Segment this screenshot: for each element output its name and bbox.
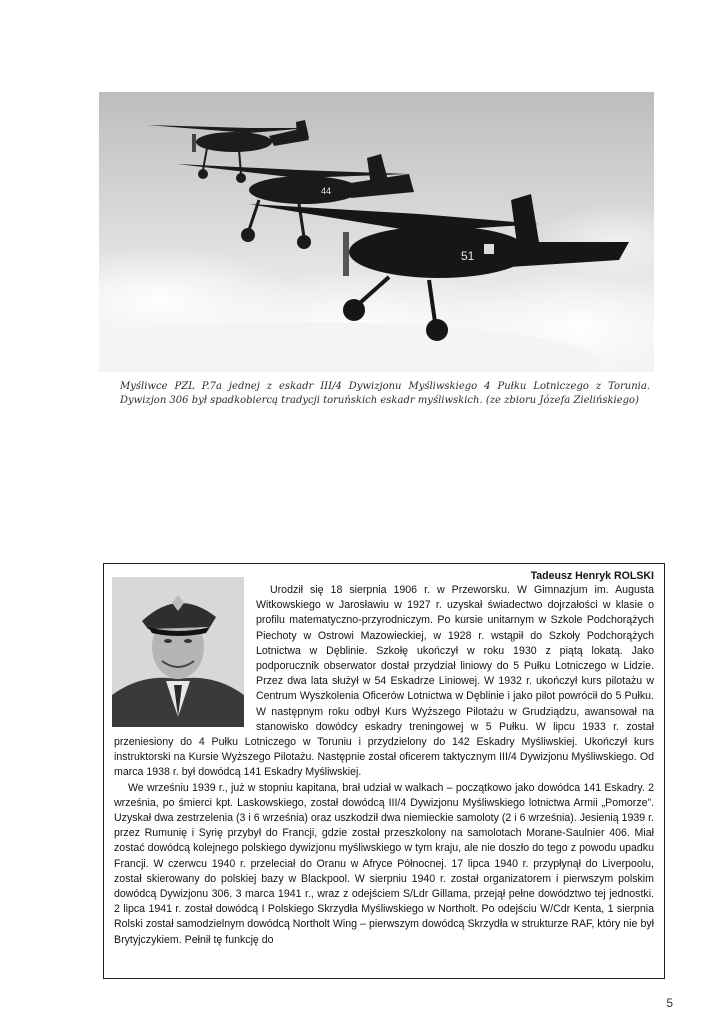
aircraft-photo-illustration (99, 92, 654, 372)
aircraft-code-middle: 44 (321, 186, 332, 196)
aircraft-code-front: 51 (461, 249, 475, 263)
photo-caption: Myśliwce PZL P.7a jednej z eskadr III/4 Dywizjonu Myśliwskiego 4 Pułku Lotniczego z Torunia. Dywizjon 306 był spadkobiercą tradycji toruńskich eskadr myśliwskich. (ze zbioru Józefa Zielińskiego) (120, 381, 650, 406)
biography-paragraph-2: We wrześniu 1939 r., już w stopniu kapitana, brał udział w walkach – początkowo jako dowódca 141 Eskadry. 2 września, po śmierci kpt. Laskowskiego, został dowódcą III/4 Dywizjonu Myśliwskiego lotnictwa Armii „Pomorze”. Uzyskał dwa zestrzelenia (3 i 6 września) oraz uszkodził dwa niemieckie samoloty (2 i 6 września). Jesienią 1939 r. przez Rumunię i Syrię przybył do Francji, gdzie został przeszkolony na samolotach Morane-Saulnier 406. Miał zostać dowódcą kolejnego polskiego dywizjonu myśliwskiego w tym kraju, ale nie doszło do tego z powodu upadku Francji. W czerwcu 1940 r. przeleciał do Oranu w Afryce Północnej. 17 lipca 1940 r. przypłynął do Liverpoolu, został skierowany do polskiej bazy w Blackpool. W sierpniu 1940 r. został organizatorem i pierwszym polskim dowódcą Dywizjonu 306. 3 marca 1941 r., wraz z odejściem S/Ldr Gillama, przejął pełne dowództwo tej jednostki. 2 lipca 1941 r. został dowódcą I Polskiego Skrzydła Myśliwskiego w Northolt. Po odejściu W/Cdr Kenta, 1 sierpnia Rolski został samodzielnym dowódcą Northolt Wing – pierwszym dowódcą Skrzydła w strukturze RAF, który nie był Brytyjczykiem. Pełnił tę funkcję do (114, 781, 654, 946)
aircraft-photo (99, 92, 654, 372)
biography-box (103, 563, 665, 979)
biography-paragraph-1: Urodził się 18 sierpnia 1906 r. w Przeworsku. W Gimnazjum im. Augusta Witkowskiego w Jarosławiu w 1927 r. uzyskał świadectwo dojrzałości w klasie o profilu matematyczno-przyrodniczym. Po kursie unitarnym w Szkole Podchorążych Piechoty w Ostrowi Mazowieckiej, w 1928 r. wstąpił do Szkoły Podchorążych Lotnictwa w Dęblinie. Szkołę ukończył w roku 1930 z piątą lokatą. Jako podporucznik obserwator dostał przydział liniowy do 5 Pułku Lotniczego w Lidzie. Przez dwa lata służył w 54 Eskadrze Liniowej. W 1932 r. ukończył kurs pilotażu w Centrum Wyszkolenia Oficerów Lotnictwa w Dęblinie i jako pilot powrócił do 5 Pułku. W następnym roku odbył Kurs Wyższego Pilotażu w Grudziądzu, awansował na stanowisko dowódcy eskadry treningowej w 5 Pułku. W lipcu 1933 r. został przeniesiony do 4 Pułku Lotniczego w Toruniu i przydzielony do 142 Eskadry Myśliwskiej. Ukończył kurs instruktorski na Kursie Wyższego Pilotażu. Następnie został oficerem taktycznym III/4 Dywizjonu Myśliwskiego. Od marca 1938 r. był dowódcą 141 Eskadry Myśliwskiej. (114, 584, 654, 779)
biography-name: Tadeusz Henryk ROLSKI (530, 570, 654, 582)
portrait-photo (112, 577, 244, 727)
portrait-illustration (112, 577, 244, 727)
page-number: 5 (666, 996, 673, 1010)
